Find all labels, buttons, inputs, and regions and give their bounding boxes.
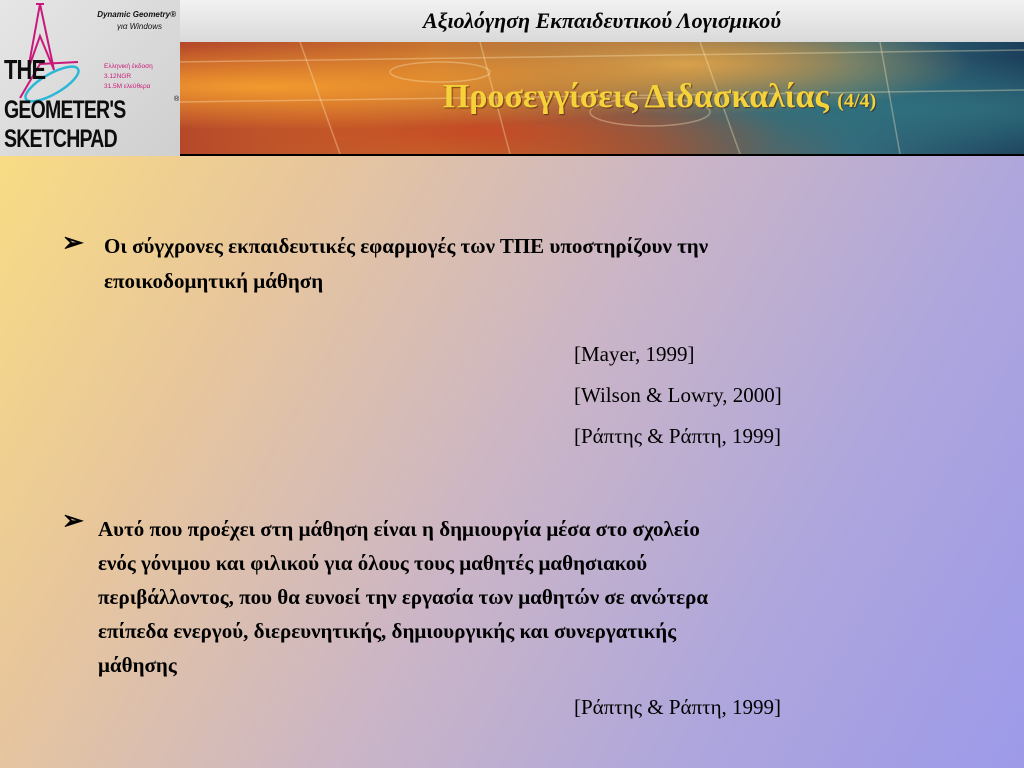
slide-title-text: Προσεγγίσεις Διδασκαλίας [442,78,829,115]
bullet-text-line: εποικοδομητική μάθηση [104,269,324,293]
sketchpad-logo [0,0,180,156]
logo-greek-edition-text: Ελληνική έκδοση 3.12NGR [104,63,153,80]
slide-body [0,156,1024,768]
bullet-text-line: Αυτό που προέχει στη μάθηση είναι η δημιουργία μέσα στο σχολείο [98,517,700,541]
top-title-strip [180,0,1024,42]
presentation-title: Αξιολόγηση Εκπαιδευτικού Λογισμικού [422,8,782,33]
slide-number: (4/4) [837,90,877,112]
logo-registered: ® [174,96,180,103]
bullet-text-line: Οι σύγχρονες εκπαιδευτικές εφαρμογές των ΤΠΕ υποστηρίζουν την [104,234,709,258]
logo-the: THE [4,54,46,85]
bullet-arrow-icon: ➢ [62,506,84,535]
bullet-text-line: μάθησης [98,653,177,677]
bullet-arrow-icon: ➢ [62,228,84,257]
citation: [Ράπτης & Ράπτη, 1999] [574,424,782,448]
bullet-text-line: περιβάλλοντος, που θα ευνοεί την εργασία των μαθητών σε ανώτερα [98,585,709,609]
logo-free-version-text: 31.5M ελεύθερα [104,83,151,90]
logo-name: GEOMETER'S SKETCHPAD [4,96,126,153]
slide-header [0,0,1024,156]
bullet-text-line: επίπεδα ενεργού, διερευνητικής, δημιουργικής και συνεργατικής [98,619,677,643]
citation: [Ράπτης & Ράπτη, 1999] [574,695,782,719]
title-banner [180,42,1024,154]
citation: [Mayer, 1999] [574,342,695,366]
slide-title [180,78,1024,116]
logo-for-windows: για Windows [117,22,162,31]
citation: [Wilson & Lowry, 2000] [574,383,782,407]
logo-dynamic-geometry: Dynamic Geometry® [97,10,176,19]
logo-greek-edition [104,62,180,92]
bullet-text-line: ενός γόνιμου και φιλικού για όλους τους μαθητές μαθησιακού [98,551,648,575]
